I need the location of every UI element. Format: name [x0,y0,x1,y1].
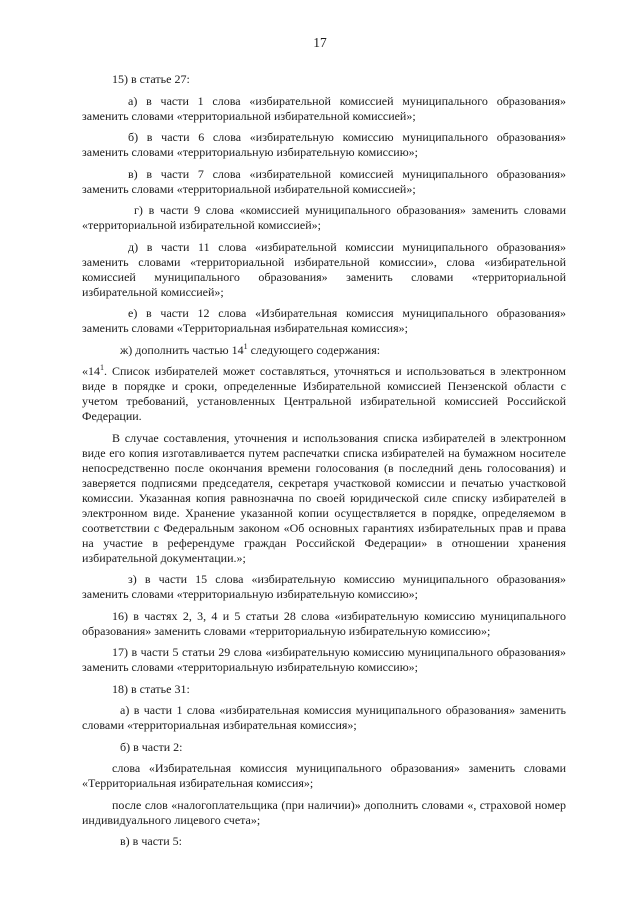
item-15-b: б) в части 6 слова «избирательную комиссию муниципального образования» заменить словами «территориальную избирательную комиссию»; [82,130,566,159]
item-18-b-after: после слов «налогоплательщика (при наличии)» дополнить словами «, страховой номер индивидуального лицевого счета»; [82,797,566,827]
item-15-d: д) в части 11 слова «избирательной комиссии муниципального образования» заменить словами «территориальной избирательной комиссии», слова «избирательной комиссией муниципального образования» заменить словами «территориальной избирательной комиссией»; [82,239,566,299]
quoted-part-14-1 [82,364,566,424]
item-18-v: в) в части 5: [120,834,183,848]
item-15-g: г) в части 9 слова «комиссией муниципального образования» заменить словами «территориальной избирательной комиссией»; [82,203,566,232]
quoted-paragraph-case: В случае составления, уточнения и использования списка избирателей в электронном виде его копия изготавливается путем распечатки списка избирателей на бумажном носителе непосредственно после окончания времени голосования (в последний день голосования) и заверяется подписями председателя, секретаря участковой комиссии и печатью участковой комиссии. Указанная копия равнозначна по своей юридической силе списку избирателей в электронном виде. Хранение указанной копии осуществляется в порядке, определяемом в соответствии с Федеральным законом «Об основных гарантиях избирательных прав и права на участие в референдуме граждан Российской Федерации» в отношении хранения избирательной документации.»; [82,430,566,565]
item-16: 16) в частях 2, 3, 4 и 5 статьи 28 слова «избирательную комиссию муниципального образования» заменить словами «территориальную избирательную комиссию»; [82,608,566,638]
item-15-a: а) в части 1 слова «избирательной комиссией муниципального образования» заменить словами «территориальной избирательной комиссией»; [82,93,566,123]
item-15: 15) в статье 27: [112,72,190,86]
superscript: 1 [243,341,248,351]
item-18: 18) в статье 31: [112,681,190,696]
item-15-zh-tail: следующего содержания: [247,342,381,357]
item-18-a: а) в части 1 слова «избирательная комиссия муниципального образования» заменить словами «территориальная избирательная комиссия»; [82,703,566,732]
item-15-e: е) в части 12 слова «Избирательная комиссия муниципального образования» заменить словами «Территориальная избирательная комиссия»; [82,306,566,335]
page-number: 17 [313,35,327,50]
item-18-b-words: слова «Избирательная комиссия муниципального образования» заменить словами «Территориальная избирательная комиссия»; [82,761,566,790]
superscript: 1 [100,363,104,372]
document-body [82,72,566,856]
item-17: 17) в части 5 статьи 29 слова «избирательную комиссию муниципального образования» заменить словами «территориальную избирательную комиссию»; [82,645,566,674]
item-15-zh [82,343,566,358]
quoted-part-number: «14 [82,364,100,378]
item-18-b: б) в части 2: [120,739,183,754]
item-15-v: в) в части 7 слова «избирательной комиссией муниципального образования» заменить словами «территориальной избирательной комиссией»; [82,166,566,196]
item-15-zh-text: ж) дополнить частью 14 [120,342,244,357]
quoted-part-text: . Список избирателей может составляться, уточняться и использоваться в электронном виде в порядке и сроки, определенные Избирательной комиссией Пензенской области с учетом требований, установленных Центральной избирательной комиссией Российской Федерации. [82,364,566,423]
item-15-z: з) в части 15 слова «избирательную комиссию муниципального образования» заменить словами «территориальную избирательную комиссию»; [82,572,566,601]
